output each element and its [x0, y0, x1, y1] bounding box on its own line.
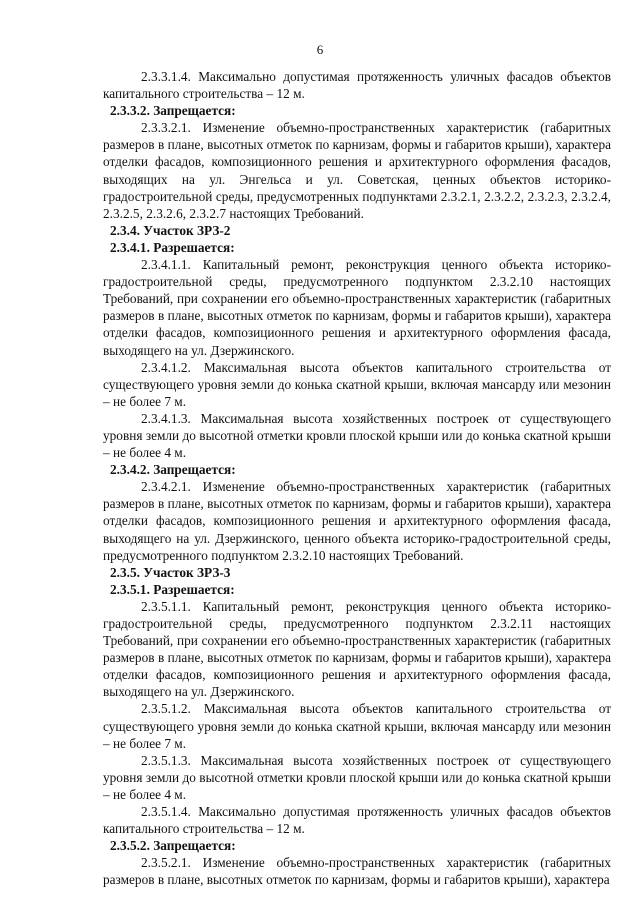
- paragraph: 2.3.4.1.1. Капитальный ремонт, реконструкция ценного объекта историко-градостроительной среды, предусмотренного подпунктом 2.3.2.10 настоящих Требований, при сохранении его объемно-пространственных характеристик (габаритных размеров в плане, высотных отметок по карнизам, формы и габаритов крыши), характера отделки фасадов, композиционного решения и архитектурного оформления фасада, выходящего на ул. Дзержинского.: [103, 257, 611, 358]
- page-number: 6: [316, 42, 324, 57]
- section-heading: 2.3.3.2. Запрещается:: [110, 103, 236, 119]
- paragraph: 2.3.3.1.4. Максимально допустимая протяженность уличных фасадов объектов капитального строительства – 12 м.: [103, 69, 611, 102]
- paragraph: 2.3.5.1.4. Максимально допустимая протяженность уличных фасадов объектов капитального строительства – 12 м.: [103, 804, 611, 837]
- section-heading: 2.3.5. Участок ЗРЗ-3: [110, 564, 231, 580]
- document-body: [103, 68, 611, 889]
- section-heading: 2.3.5.2. Запрещается:: [110, 838, 236, 854]
- section-heading: 2.3.4.2. Запрещается:: [110, 462, 236, 478]
- paragraph: 2.3.5.1.3. Максимальная высота хозяйственных построек от существующего уровня земли до высотной отметки кровли плоской крыши или до конька скатной крыши – не более 4 м.: [103, 752, 611, 802]
- section-heading: 2.3.4. Участок ЗРЗ-2: [110, 222, 231, 238]
- paragraph: 2.3.5.2.1. Изменение объемно-пространственных характеристик (габаритных размеров в плане, высотных отметок по карнизам, формы и габаритов крыши), характера: [103, 855, 611, 888]
- paragraph: 2.3.5.1.1. Капитальный ремонт, реконструкция ценного объекта историко-градостроительной среды, предусмотренного подпунктом 2.3.2.11 настоящих Требований, при сохранении его объемно-пространственных характеристик (габаритных размеров в плане, высотных отметок по карнизам, формы и габаритов крыши), характера отделки фасадов, композиционного решения и архитектурного оформления фасада, выходящего на ул. Дзержинского.: [103, 598, 611, 700]
- paragraph: 2.3.4.1.2. Максимальная высота объектов капитального строительства от существующего уровня земли до конька скатной крыши, включая мансарду или мезонин – не более 7 м.: [103, 359, 611, 409]
- section-heading: 2.3.4.1. Разрешается:: [110, 239, 235, 255]
- paragraph: 2.3.4.1.3. Максимальная высота хозяйственных построек от существующего уровня земли до высотной отметки кровли плоской крыши или до конька скатной крыши – не более 4 м.: [103, 410, 611, 461]
- paragraph: 2.3.4.2.1. Изменение объемно-пространственных характеристик (габаритных размеров в плане, высотных отметок по карнизам, формы и габаритов крыши), характера отделки фасадов, композиционного решения и архитектурного оформления фасада, выходящего на ул. Дзержинского, ценного объекта историко-градостроительной среды, предусмотренного подпунктом 2.3.2.10 настоящих Требований.: [103, 479, 611, 563]
- section-heading: 2.3.5.1. Разрешается:: [110, 581, 235, 597]
- paragraph: 2.3.3.2.1. Изменение объемно-пространственных характеристик (габаритных размеров в плане, высотных отметок по карнизам, формы и габаритов крыши), характера отделки фасадов, композиционного решения и архитектурного оформления фасадов, выходящих на ул. Энгельса и ул. Советская, ценных объектов историко-градостроительной среды, предусмотренных подпунктами 2.3.2.1, 2.3.2.2, 2.3.2.3, 2.3.2.4, 2.3.2.5, 2.3.2.6, 2.3.2.7 настоящих Требований.: [103, 120, 611, 221]
- paragraph: 2.3.5.1.2. Максимальная высота объектов капитального строительства от существующего уровня земли до конька скатной крыши, включая мансарду или мезонин – не более 7 м.: [103, 701, 611, 751]
